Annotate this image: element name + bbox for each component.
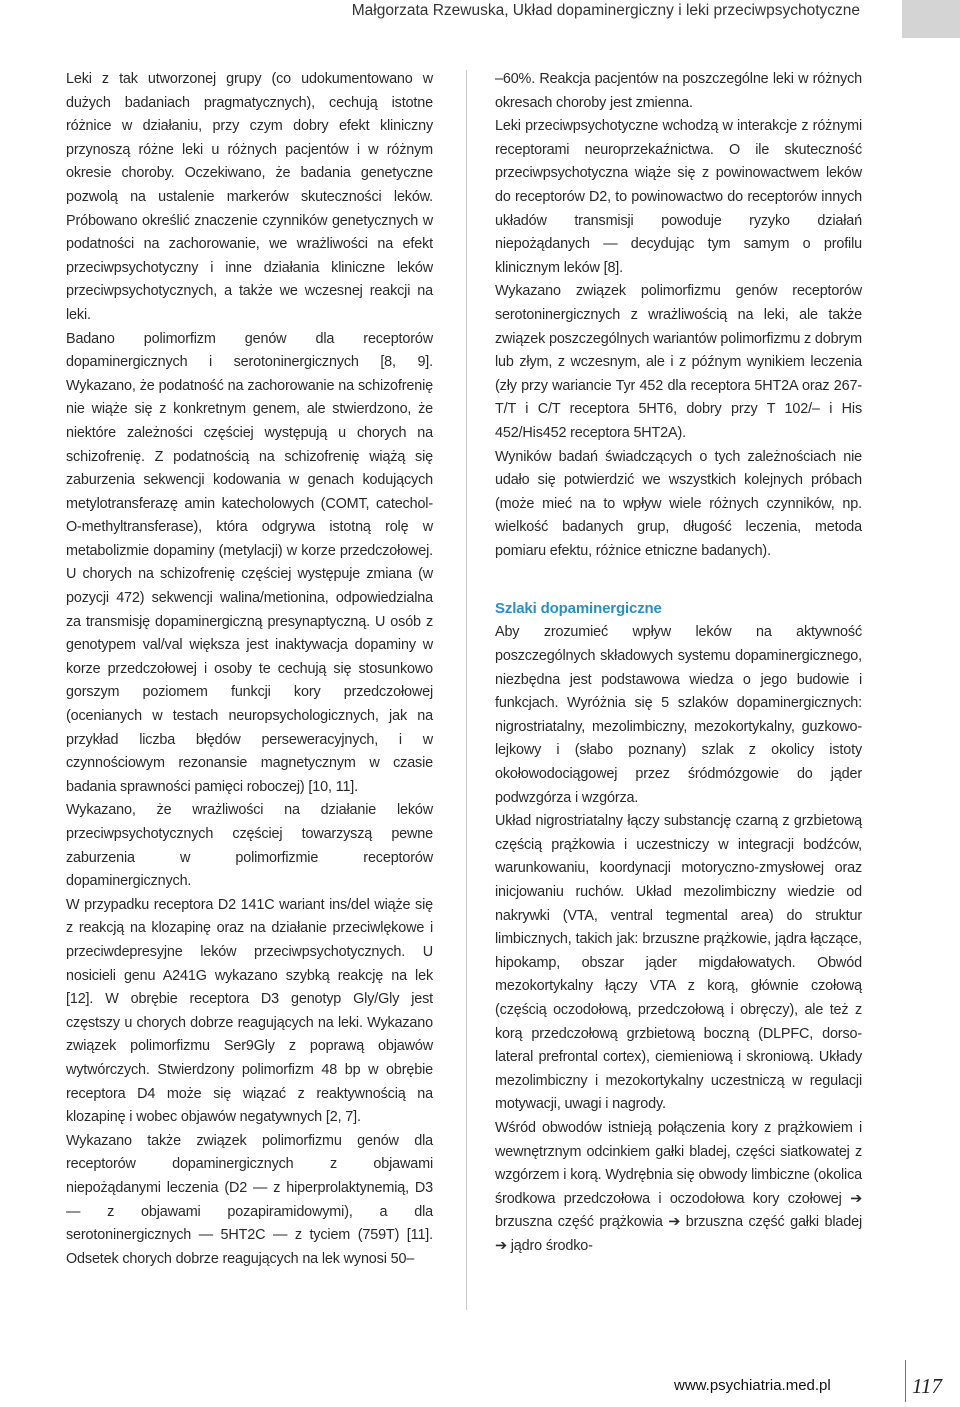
footer-divider — [905, 1360, 906, 1402]
paragraph: Wykazano związek polimorfizmu genów receptorów serotoninergicznych z wrażliwością na leki, ale także związek poszczególnych wariantów polimorfizmu z dobrym lub złym, z wczesnym, ale i z późnym wynikiem leczenia (zły przy wariancie Tyr 452 dla receptora 5HT2A oraz 267-T/T i C/T receptora 5HT6, dobry przy T 102/– i His 452/His452 receptora 5HT2A). — [495, 283, 862, 441]
paragraph: Badano polimorfizm genów dla receptorów dopaminergicznych i serotoninergicznych [8, 9]. Wykazano, że podatność na zachorowanie na schizofrenię nie wiąże się z konkretnym genem, ale stwierdzono, że niektóre zależności częściej występują u chorych na schizofrenię. Z podatnością na schizofrenię wiążą się zaburzenia sekwencji kodowania w genach kodujących metylotransferazę amin katecholowych (COMT, catechol-O-methyltransferase), która odgrywa istotną rolę w metabolizmie dopaminy (metylacji) w korze przedczołowej. U chorych na schizofrenię częściej występuje zmiana (w pozycji 472) sekwencji walina/metionina, odpowiedzialna za transmisję dopaminergiczną presynaptyczną. U osób z genotypem val/val większa jest inaktywacja dopaminy w korze przedczołowej i osoby te cechują się stosunkowo gorszym poziomem funkcji kory przedczołowej (ocenianych w testach neuropsychologicznych, jak na przykład liczba błędów perseweracyjnych, i w czynnościowym rezonansie magnetycznym w czasie badania sprawności pamięci roboczej) [10, 11]. — [66, 330, 433, 795]
paragraph: –60%. Reakcja pacjentów na poszczególne leki w różnych okresach choroby jest zmienna. — [495, 71, 862, 111]
footer-url[interactable]: www.psychiatria.med.pl — [674, 1377, 831, 1394]
left-column — [66, 68, 433, 1271]
paragraph: W przypadku receptora D2 141C wariant ins/del wiąże się z reakcją na klozapinę oraz na działanie przeciwlękowe i przeciwdepresyjne leków przeciwpsychotycznych. U nosicieli genu A241G wykazano szybką reakcję na lek [12]. W obrębie receptora D3 genotyp Gly/Gly jest częstszy u chorych dobrze reagujących na leki. Wykazano związek polimorfizmu Ser9Gly z poprawą objawów wytwórczych. Stwierdzony polimorfizm 48 bp w obrębie receptora D4 może się wiązać z reaktywnością na klozapinę i wobec objawów negatywnych [2, 7]. — [66, 896, 433, 1126]
paragraph: Wykazano także związek polimorfizmu genów dla receptorów dopaminergicznych z objawami niepożądanymi leczenia (D2 — z hiperprolaktynemią, D3 — z objawami pozapiramidowymi), a dla serotoninergicznych — 5HT2C — z tyciem (759T) [11]. Odsetek chorych dobrze reagujących na lek wynosi 50– — [66, 1132, 433, 1267]
paragraph: Wykazano, że wrażliwości na działanie leków przeciwpsychotycznych częściej towarzyszą pewne zaburzenia w polimorfizmie receptorów dopaminergicznych. — [66, 802, 433, 890]
right-column — [495, 68, 862, 1259]
paragraph: Leki z tak utworzonej grupy (co udokumentowano w dużych badaniach pragmatycznych), cechują istotne różnice w działaniu, przy czym dobry efekt kliniczny przynoszą różne leki u różnych pacjentów i w różnym okresie choroby. Oczekiwano, że badania genetyczne pozwolą na ustalenie markerów skuteczności leków. Próbowano określić znaczenie czynników genetycznych w podatności na zachorowanie, we wrażliwości na efekt przeciwpsychotyczny i inne działania kliniczne leków przeciwpsychotycznych, a także we wczesnej reakcji na leki. — [66, 71, 433, 323]
paragraph: Leki przeciwpsychotyczne wchodzą w interakcje z różnymi receptorami neuroprzekaźnictwa. O ile skuteczność przeciwpsychotyczna wiąże się z powinowactwem leków do receptorów D2, to powinowactwo do receptorów innych układów transmisji powoduje ryzyko działań niepożądanych — decydując tym samym o profilu klinicznym leków [8]. — [495, 118, 862, 276]
header-tab-decoration — [902, 0, 960, 38]
page-number: 117 — [912, 1374, 942, 1398]
paragraph: Aby zrozumieć wpływ leków na aktywność poszczególnych składowych systemu dopaminergicznego, niezbędna jest podstawowa wiedza o jego budowie i funkcjach. Wyróżnia się 5 szlaków dopaminergicznych: nigrostriatalny, mezolimbiczny, mezokortykalny, guzkowo-lejkowy i (słabo poznany) szlak z okolicy istoty okołowodociągowej przez śródmózgowie do jąder podwzgórza i wzgórza. — [495, 624, 862, 806]
paragraph: Wyników badań świadczących o tych zależnościach nie udało się potwierdzić we wszystkich kolejnych próbach (może mieć na to wpływ wiele różnych czynników, np. wielkość badanych grup, długość leczenia, metoda pomiaru efektu, różnice etniczne badanych). — [495, 448, 862, 559]
column-divider — [466, 70, 467, 1310]
paragraph: Wśród obwodów istnieją połączenia kory z prążkowiem i wewnętrznym odcinkiem gałki bladej, części siatkowatej z wzgórzem i korą. Wydrębnia się obwody limbiczne (okolica środkowa przedczołowa i oczodołowa kory czołowej ➔ brzuszna część prążkowia ➔ brzuszna część gałki bladej ➔ jądro środko- — [495, 1119, 862, 1254]
running-head: Małgorzata Rzewuska, Układ dopaminergiczny i leki przeciwpsychotyczne — [351, 2, 860, 19]
paragraph: Układ nigrostriatalny łączy substancję czarną z grzbietową częścią prążkowia i uczestniczy w integracji bodźców, warunkowaniu, koordynacji motoryczno-zmysłowej oraz inicjowaniu ruchów. Układ mezolimbiczny wiedzie od nakrywki (VTA, ventral tegmental area) do struktur limbicznych, takich jak: brzuszne prążkowie, jądra łączące, hipokamp, obszar jąder migdałowatych. Obwód mezokortykalny łączy VTA z korą, głównie czołową (częścią oczodołową, przedczołową i obręczy), ale też z korą przedczołową grzbietową boczną (DLPFC, dorso-lateral prefrontal cortex), ciemieniową i skroniową. Układy mezolimbiczny i mezokortykalny uczestniczą w regulacji motywacji, uwagi i nagrody. — [495, 813, 862, 1113]
section-heading: Szlaki dopaminergiczne — [495, 600, 662, 618]
